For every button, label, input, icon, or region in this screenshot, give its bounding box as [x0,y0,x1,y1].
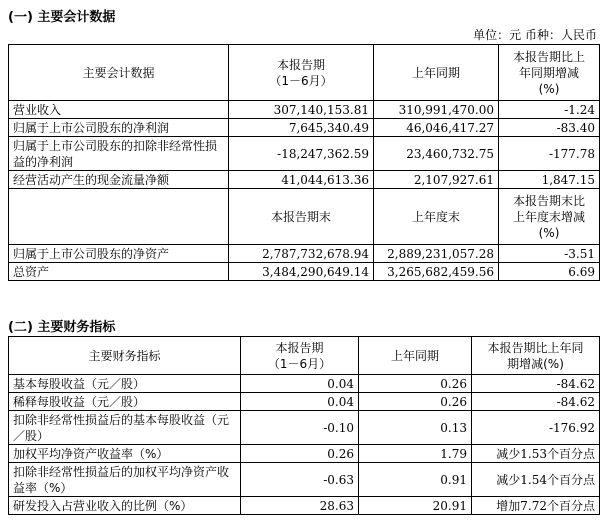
value-cell: 减少1.54个百分点 [472,463,600,497]
value-cell: 0.04 [241,393,359,411]
value-cell: 0.04 [241,375,359,393]
table-row [9,463,600,497]
value-cell: 46,046,417.27 [374,119,499,137]
value-cell: 增加7.72个百分点 [472,497,600,515]
value-cell: 0.26 [241,445,359,463]
value-cell: -3.51 [499,245,600,263]
value-cell: 1.79 [359,445,472,463]
header-cell: 本报告期 （1－6月） [241,337,359,375]
table-row [9,119,600,137]
financial-indicators-table [8,336,600,515]
table-header-row [9,337,600,375]
value-cell: -84.62 [472,393,600,411]
empty-cell [9,189,229,245]
table-row [9,171,600,189]
header-cell: 本报告期末比 上年度末增减 (%) [499,189,600,245]
value-cell: 310,991,470.00 [374,101,499,119]
header-cell: 主要财务指标 [9,337,241,375]
value-cell: 减少1.53个百分点 [472,445,600,463]
header-cell: 上年度末 [374,189,499,245]
row-label: 研发投入占营业收入的比例（%） [9,497,241,515]
section-1-title: (一) 主要会计数据 [8,10,116,25]
table-row [9,445,600,463]
value-cell: 2,107,927.61 [374,171,499,189]
header-cell: 主要会计数据 [9,45,229,101]
section-2-title: (二) 主要财务指标 [8,320,116,335]
value-cell: 20.91 [359,497,472,515]
row-label: 营业收入 [9,101,229,119]
table-row [9,263,600,281]
row-label: 归属于上市公司股东的扣除非经常性损益的净利润 [9,137,229,171]
value-cell: 3,484,290,649.14 [229,263,374,281]
row-label: 经营活动产生的现金流量净额 [9,171,229,189]
value-cell: -0.10 [241,411,359,445]
accounting-data-table [8,44,600,281]
table-row [9,393,600,411]
value-cell: 1,847.15 [499,171,600,189]
value-cell: 2,787,732,678.94 [229,245,374,263]
value-cell: -18,247,362.59 [229,137,374,171]
value-cell: 6.69 [499,263,600,281]
value-cell: 3,265,682,459.56 [374,263,499,281]
value-cell: -0.63 [241,463,359,497]
value-cell: 0.13 [359,411,472,445]
table-row [9,137,600,171]
header-cell: 上年同期 [359,337,472,375]
value-cell: 0.26 [359,393,472,411]
unit-currency-line: 单位：元 币种：人民币 [473,28,597,42]
header-cell: 本报告期末 [229,189,374,245]
value-cell: 41,044,613.36 [229,171,374,189]
value-cell: 28.63 [241,497,359,515]
row-label: 基本每股收益（元／股） [9,375,241,393]
value-cell: -83.40 [499,119,600,137]
row-label: 加权平均净资产收益率（%） [9,445,241,463]
value-cell: -1.24 [499,101,600,119]
value-cell: 0.26 [359,375,472,393]
table-header-row [9,45,600,101]
value-cell: -177.78 [499,137,600,171]
value-cell: 0.91 [359,463,472,497]
value-cell: -176.92 [472,411,600,445]
header-cell: 本报告期比上年同 期增减(%) [472,337,600,375]
row-label: 稀释每股收益（元／股） [9,393,241,411]
header-cell: 上年同期 [374,45,499,101]
header-cell: 本报告期比上 年同期增减 (%) [499,45,600,101]
table-row [9,497,600,515]
row-label: 归属于上市公司股东的净资产 [9,245,229,263]
table-subheader-row [9,189,600,245]
row-label: 扣除非经常性损益后的基本每股收益（元／股） [9,411,241,445]
table-row [9,375,600,393]
row-label: 归属于上市公司股东的净利润 [9,119,229,137]
table-row [9,245,600,263]
value-cell: 2,889,231,057.28 [374,245,499,263]
value-cell: 307,140,153.81 [229,101,374,119]
value-cell: 23,460,732.75 [374,137,499,171]
table-row [9,101,600,119]
header-cell: 本报告期 （1－6月） [229,45,374,101]
table-row [9,411,600,445]
row-label: 总资产 [9,263,229,281]
value-cell: -84.62 [472,375,600,393]
value-cell: 7,645,340.49 [229,119,374,137]
row-label: 扣除非经常性损益后的加权平均净资产收益率（%） [9,463,241,497]
